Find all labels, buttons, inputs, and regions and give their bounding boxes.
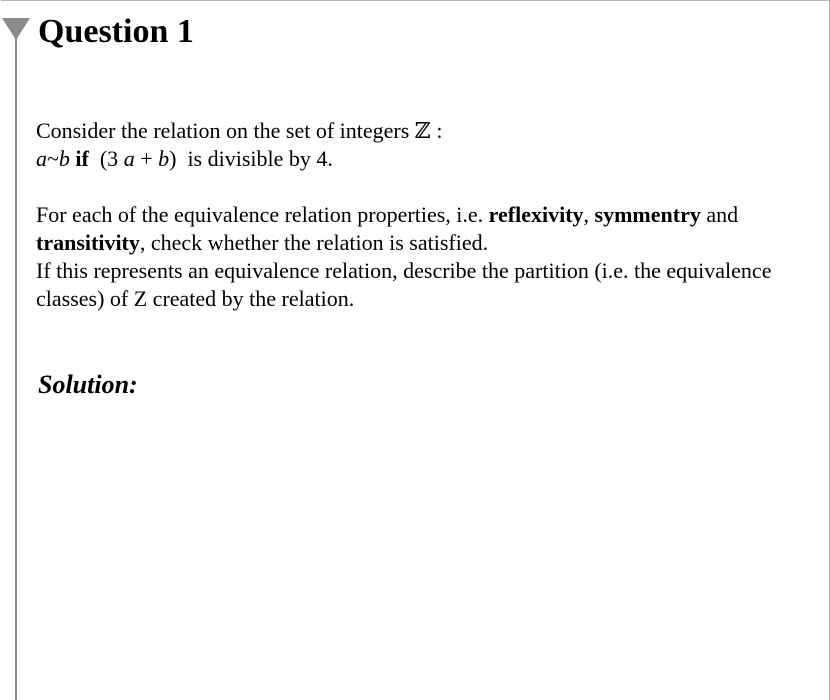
properties-and: and bbox=[700, 202, 739, 227]
math-close: ) bbox=[169, 146, 177, 171]
solution-label: Solution: bbox=[38, 370, 138, 399]
question-title: Question 1 bbox=[38, 13, 194, 50]
properties-tail: , check whether the relation is satisfied. bbox=[139, 230, 489, 255]
math-var-b: b bbox=[58, 146, 70, 171]
properties-sep: , bbox=[583, 202, 595, 227]
math-open: (3 bbox=[99, 146, 124, 171]
relation-intro: Consider the relation on the set of integers ℤ : bbox=[36, 118, 443, 143]
properties-lead: For each of the equivalence relation properties, i.e. bbox=[36, 202, 489, 227]
page-border bbox=[1, 0, 830, 700]
properties-paragraph bbox=[36, 201, 816, 257]
collapse-triangle-icon[interactable] bbox=[2, 18, 30, 40]
partition-paragraph: If this represents an equivalence relation, describe the partition (i.e. the equivalence classes) of Z created by the relation. bbox=[36, 258, 772, 311]
section-bracket bbox=[15, 24, 17, 700]
math-plus: + bbox=[134, 146, 159, 171]
reflexivity-term: reflexivity bbox=[488, 202, 584, 227]
math-expr-a: a bbox=[123, 146, 135, 171]
math-expr-b: b bbox=[158, 146, 170, 171]
math-var-a: a bbox=[36, 146, 47, 171]
paragraph-gap bbox=[36, 173, 816, 201]
relation-tail: is divisible by 4. bbox=[187, 146, 333, 171]
math-tilde: ~ bbox=[47, 146, 59, 171]
transitivity-term: transitivity bbox=[36, 230, 140, 255]
question-body bbox=[36, 117, 816, 313]
relation-definition bbox=[36, 145, 816, 173]
symmetry-term: symmentry bbox=[594, 202, 701, 227]
math-if: if bbox=[75, 146, 89, 171]
